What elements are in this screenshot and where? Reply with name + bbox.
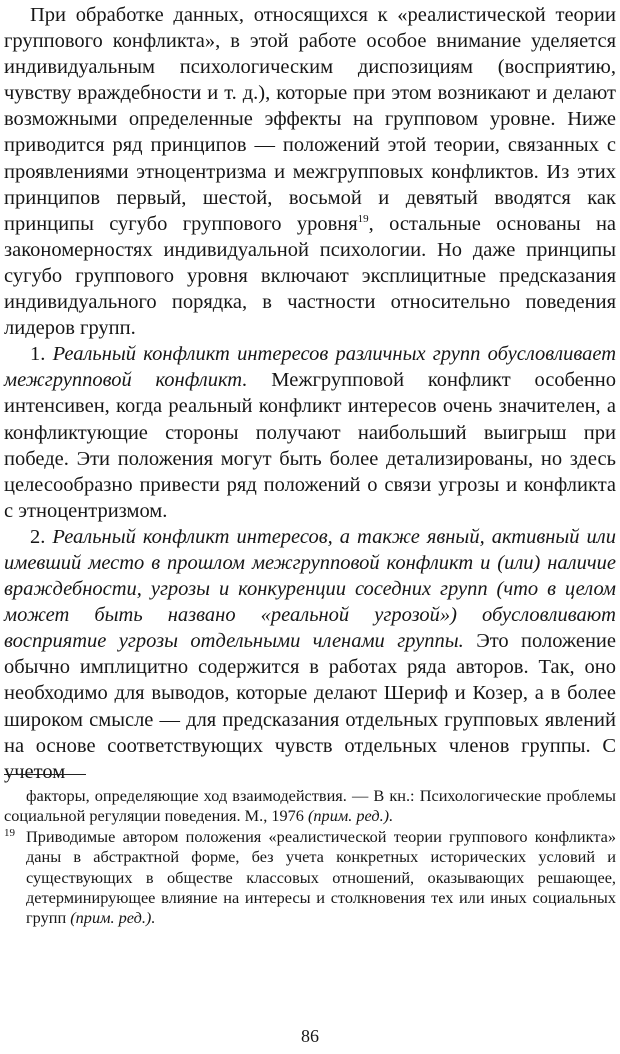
principle-2-text: Это положение обычно имплицитно содержится в работах ряда авторов. Так, оно необходимо для выводов, которые делают Шериф и Козер, а в более широком смысле — для предсказания отдельных групповых явлений на основе соответствующих чувств отдельных членов группы. С учетом bbox=[4, 630, 617, 783]
principle-2-number: 2. bbox=[30, 525, 46, 548]
principle-2-statement: Реальный конфликт интересов, а также явный, активный или имевший место в прошлом межгрупповой конфликт и (или) наличие враждебности, угрозы и конкуренции соседних групп (что в целом может быть названо «реальной угрозой») обусловливают восприятие угрозы отдельными членами группы. bbox=[4, 525, 616, 653]
paragraph-intro-tail: , остальные основаны на закономерностях индивидуальной психологии. Но даже принципы сугубо группового уровня включают эксплицитные предсказания индивидуального порядка, в частности относительно поведения лидеров групп. bbox=[4, 212, 617, 340]
main-text bbox=[4, 2, 616, 785]
footnote-ref-19: 19 bbox=[357, 212, 369, 225]
footnotes bbox=[4, 786, 616, 929]
page-number: 86 bbox=[301, 1026, 319, 1046]
footnote-19-text: Приводимые автором положения «реалистической теории группового конфликта» даны в абстрактной форме, без учета конкретных исторических условий и существующих в обществе классовых отношений, оказывающих решающее, детерминирующее влияние на интересы и столкновения тех или иных социальных групп bbox=[26, 826, 616, 928]
principle-2 bbox=[4, 524, 616, 785]
paragraph-intro bbox=[4, 2, 616, 341]
paragraph-intro-text: При обработке данных, относящихся к «реалистической теории группового конфликта», в этой работе особое внимание уделяется индивидуальным психологическим диспозициям (восприятию, чувству враждебности и т. д.), которые при этом возникают и делают возможными определенные эффекты на групповом уровне. Ниже приводится ряд принципов — положений этой теории, связанных с проявлениями этноцентризма и межгрупповых конфликтов. Из этих принципов первый, шестой, восьмой и девятый вводятся как принципы сугубо группового уровня bbox=[4, 4, 616, 235]
principle-1-statement: Реальный конфликт интересов различных групп обусловливает межгрупповой конфликт. bbox=[4, 343, 616, 392]
principle-1-text: Межгрупповой конфликт особенно интенсивен, когда реальный конфликт интересов очень значителен, а конфликтующие стороны получают наибольший выигрыш при победе. Эти положения могут быть более детализированы, но здесь целесообразно привести ряд положений о связи угрозы и конфликта с этноцентризмом. bbox=[4, 369, 617, 522]
footnote-19-editor: (прим. ред.). bbox=[70, 908, 156, 928]
footnote-continued-editor: (прим. ред.). bbox=[308, 806, 394, 826]
footnote-continued bbox=[4, 786, 616, 827]
principle-1 bbox=[4, 341, 616, 524]
footnote-continued-text: факторы, определяющие ход взаимодействия. — В кн.: Психологические проблемы социальной регуляции поведения. М., 1976 bbox=[4, 786, 616, 826]
footnote-19: 19 Приводимые автором положения «реалистической теории группового конфликта» даны в абстрактной форме, без учета конкретных исторических условий и существующих в обществе классовых отношений, оказывающих решающее, детерминирующее влияние на интересы и столкновения тех или иных социальных групп (прим. ред.). bbox=[4, 826, 616, 928]
principle-1-number: 1. bbox=[30, 343, 46, 366]
footnote-divider bbox=[4, 774, 86, 775]
